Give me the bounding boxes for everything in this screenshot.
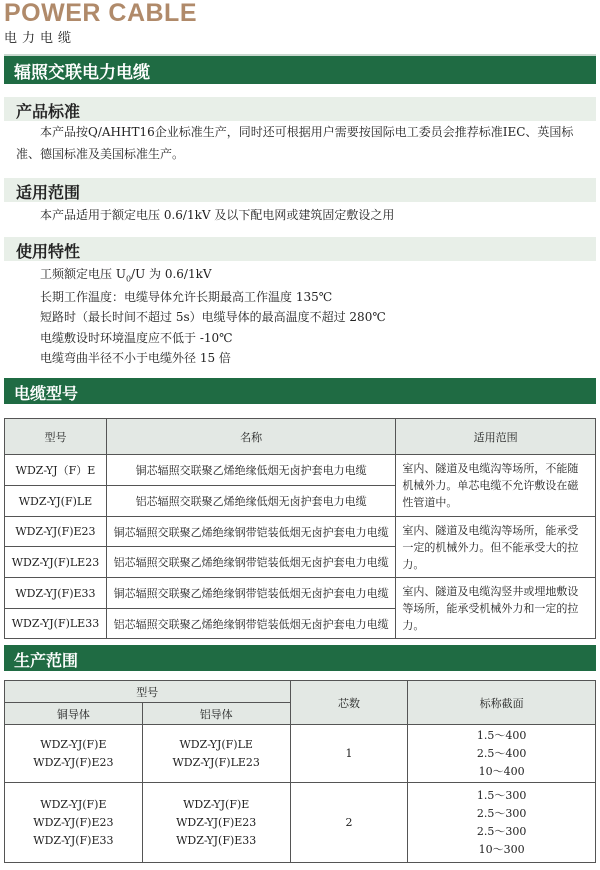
brand-title: POWER CABLE xyxy=(4,0,197,27)
col-model: 型号 xyxy=(5,419,107,455)
usage-cell: 室内、隧道及电缆沟竖井或埋地敷设等场所，能承受机械外力和一定的拉力。 xyxy=(396,578,596,639)
name-cell: 铜芯辐照交联聚乙烯绝缘钢带铠装低烟无卤护套电力电缆 xyxy=(106,517,395,547)
usage-cell: 室内、隧道及电缆沟等场所，能承受一定的机械外力。但不能承受大的拉力。 xyxy=(396,517,596,578)
usage-cell: 室内、隧道及电缆沟等场所，不能随机械外力。单芯电缆不允许敷设在磁性管道中。 xyxy=(396,455,596,517)
standard-text: 本产品按Q/AHHT16企业标准生产，同时还可根据用户需要按国际电工委员会推荐标准IEC、英国标准、德国标准及美国标准生产。 xyxy=(16,125,574,161)
col-usage: 适用范围 xyxy=(396,419,596,455)
copper-cell: WDZ-YJ(F)E WDZ-YJ(F)E23 xyxy=(5,725,143,783)
table-row xyxy=(5,578,596,609)
name-cell: 铝芯辐照交联聚乙烯绝缘低烟无卤护套电力电缆 xyxy=(106,486,395,517)
product-title-bar xyxy=(4,54,596,84)
table-row xyxy=(5,517,596,547)
product-title: 辐照交联电力电缆 xyxy=(14,63,150,83)
copper-cell: WDZ-YJ(F)E WDZ-YJ(F)E23 WDZ-YJ(F)E33 xyxy=(5,783,143,863)
feature-item: 长期工作温度：电缆导体允许长期最高工作温度 135℃ xyxy=(40,290,333,304)
model-cell: WDZ-YJ(F)E23 xyxy=(5,517,107,547)
cores-cell: 1 xyxy=(290,725,408,783)
standard-heading: 产品标准 xyxy=(16,102,81,121)
production-heading: 生产范围 xyxy=(14,651,79,670)
models-heading: 电缆型号 xyxy=(14,384,79,403)
col-model: 型号 xyxy=(5,681,291,703)
col-aluminum: 铝导体 xyxy=(142,703,290,725)
feature-item: 电缆敷设时环境温度应不低于 -10℃ xyxy=(40,331,233,345)
brand-subtitle: 电力电缆 xyxy=(4,31,77,46)
brand xyxy=(4,0,197,46)
model-cell: WDZ-YJ(F)LE23 xyxy=(5,547,107,578)
col-copper: 铜导体 xyxy=(5,703,143,725)
scope-heading: 适用范围 xyxy=(16,183,81,202)
scope-heading-bar xyxy=(4,178,596,202)
feature-item: 短路时（最长时间不超过 5s）电缆导体的最高温度不超过 280℃ xyxy=(40,310,386,324)
standard-heading-bar xyxy=(4,97,596,121)
models-table xyxy=(4,418,596,639)
scope-text: 本产品适用于额定电压 0.6/1kV 及以下配电网或建筑固定敷设之用 xyxy=(40,208,395,222)
col-name: 名称 xyxy=(106,419,395,455)
features-heading-bar xyxy=(4,237,596,261)
name-cell: 铝芯辐照交联聚乙烯绝缘钢带铠装低烟无卤护套电力电缆 xyxy=(106,547,395,578)
feature-voltage: 工频额定电压 $U_0/U$ 为 0.6/1kV xyxy=(40,267,212,284)
production-table xyxy=(4,680,596,863)
name-cell: 铝芯辐照交联聚乙烯绝缘钢带铠装低烟无卤护套电力电缆 xyxy=(106,609,395,639)
table-row xyxy=(5,783,596,863)
features-heading: 使用特性 xyxy=(16,242,81,261)
models-heading-bar xyxy=(4,378,596,404)
col-cores: 芯数 xyxy=(290,681,408,725)
name-cell: 铜芯辐照交联聚乙烯绝缘低烟无卤护套电力电缆 xyxy=(106,455,395,486)
aluminum-cell: WDZ-YJ(F)E WDZ-YJ(F)E23 WDZ-YJ(F)E33 xyxy=(142,783,290,863)
model-cell: WDZ-YJ（F）E xyxy=(5,455,107,486)
model-cell: WDZ-YJ(F)LE33 xyxy=(5,609,107,639)
section-cell: 1.5～300 2.5～300 2.5～300 10～300 xyxy=(408,783,596,863)
cores-cell: 2 xyxy=(290,783,408,863)
model-cell: WDZ-YJ(F)LE xyxy=(5,486,107,517)
col-section: 标称截面 xyxy=(408,681,596,725)
feature-item: 电缆弯曲半径不小于电缆外径 15 倍 xyxy=(40,351,231,365)
aluminum-cell: WDZ-YJ(F)LE WDZ-YJ(F)LE23 xyxy=(142,725,290,783)
model-cell: WDZ-YJ(F)E33 xyxy=(5,578,107,609)
table-row xyxy=(5,455,596,486)
production-heading-bar xyxy=(4,645,596,671)
section-cell: 1.5～400 2.5～400 10～400 xyxy=(408,725,596,783)
table-row xyxy=(5,725,596,783)
name-cell: 铜芯辐照交联聚乙烯绝缘钢带铠装低烟无卤护套电力电缆 xyxy=(106,578,395,609)
